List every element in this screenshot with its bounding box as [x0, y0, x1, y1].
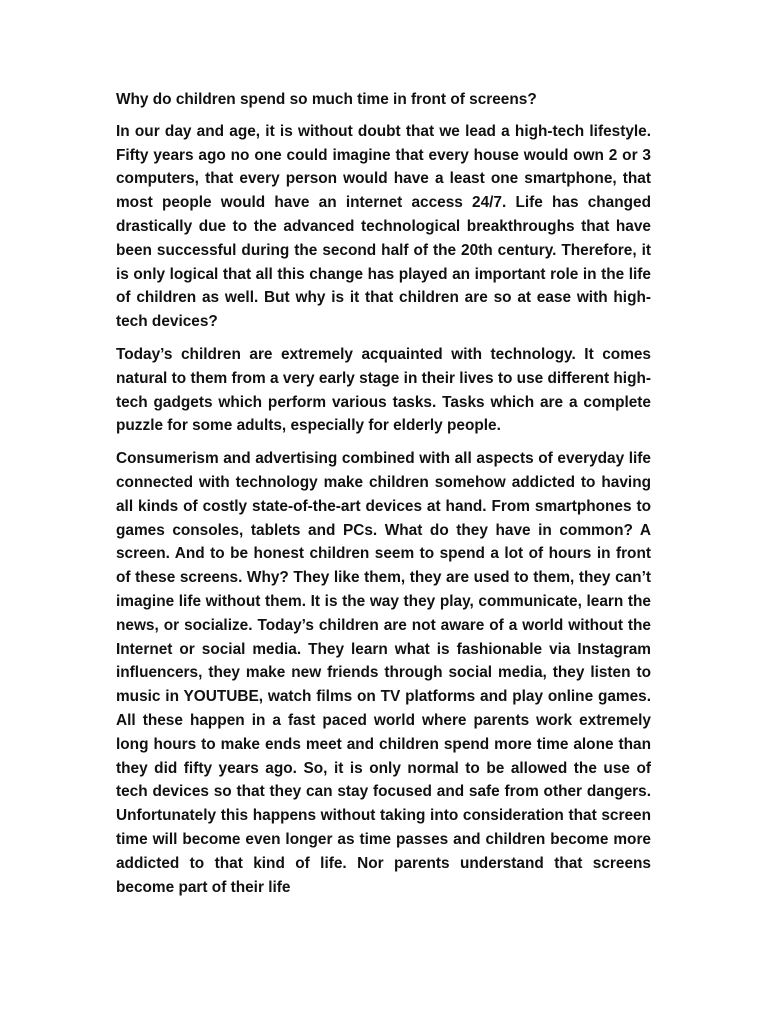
paragraph-consumerism: Consumerism and advertising combined with all aspects of everyday life connected with technology make children somehow addicted to having all kinds of costly state-of-the-art devices at hand. From smartphones to games consoles, tablets and PCs. What do they have in common? A screen. And to be honest children seem to spend a lot of hours in front of these screens. Why? They like them, they are used to them, they can’t imagine life without them. It is the way they play, communicate, learn the news, or socialize. Today’s children are not aware of a world without the Internet or social media. They learn what is fashionable via Instagram influencers, they make new friends through social media, they listen to music in YOUTUBE, watch films on TV platforms and play online games. All these happen in a fast paced world where parents work extremely long hours to make ends meet and children spend more time alone than they did fifty years ago. So, it is only normal to be allowed the use of tech devices so that they can stay focused and safe from other dangers. Unfortunately this happens without taking into consideration that screen time will become even longer as time passes and children become more addicted to that kind of life. Nor parents understand that screens become part of their life	[116, 450, 651, 896]
document-title: Why do children spend so much time in front of screens?	[116, 91, 537, 108]
paragraph-intro: In our day and age, it is without doubt that we lead a high-tech lifestyle. Fifty years ago no one could imagine that every house would own 2 or 3 computers, that every person would have a least one smartphone, that most people would have an internet access 24/7. Life has changed drastically due to the advanced technological breakthroughs that have been successful during the second half of the 20th century. Therefore, it is only logical that all this change has played an important role in the life of children as well. But why is it that children are so at ease with high-tech devices?	[116, 122, 651, 331]
document-body	[116, 88, 651, 908]
paragraph-technology: Today’s children are extremely acquainted with technology. It comes natural to them from a very early stage in their lives to use different high-tech gadgets which perform various tasks. Tasks which are a complete puzzle for some adults, especially for elderly people.	[116, 345, 651, 435]
